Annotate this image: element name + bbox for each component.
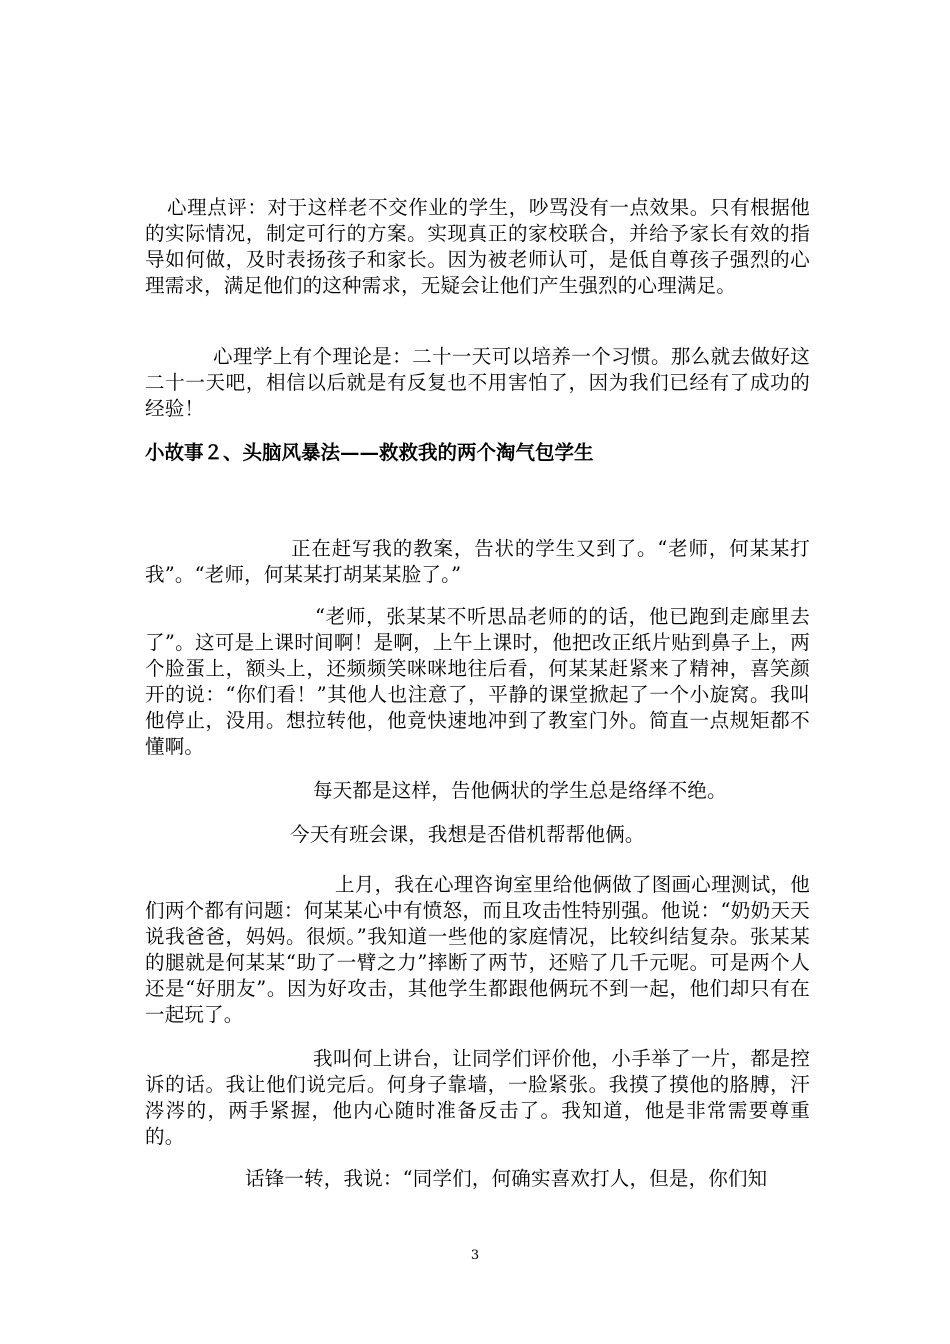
paragraph-21-day-theory: 心理学上有个理论是：二十一天可以培养一个习惯。那么就去做好这二十一天吧，相信以后就是有反复也不用害怕了，因为我们已经有了成功的经验！ xyxy=(145,345,810,420)
paragraph-turn-of-words: 话锋一转，我说：“同学们，何确实喜欢打人，但是，你们知 xyxy=(245,1167,768,1190)
paragraph-hallway-incident: “老师，张某某不听思品老师的的话，他已跑到走廊里去了”。这可是上课时间啊！是啊，上午上课时，他把改正纸片贴到鼻子上，两个脸蛋上，额头上，还频频笑咪咪地往后看，何某某赶紧来了精神，喜笑颜开的说：“你们看！”其他人也注意了，平静的课堂掀起了一个小旋窝。我叫他停止，没用。想拉转他，他竟快速地冲到了教室门外。简直一点规矩都不懂啊。 xyxy=(145,605,810,758)
paragraph-podium: 我叫何上讲台，让同学们评价他，小手举了一片，都是控诉的话。我让他们说完后。何身子靠墙，一脸紧张。我摸了摸他的胳膊，汗涔涔的，两手紧握，他内心随时准备反击了。我知道，他是非常需要尊重的。 xyxy=(145,1047,810,1148)
page-number: 3 xyxy=(470,1248,480,1263)
section-heading: 小故事２、头脑风暴法——救救我的两个淘气包学生 xyxy=(145,441,594,464)
paragraph-psych-comment: 心理点评：对于这样老不交作业的学生，吵骂没有一点效果。只有根据他的实际情况，制定可行的方案。实现真正的家校联合，并给予家长有效的指导如何做，及时表扬孩子和家长。因为被老师认可，是低自尊孩子强烈的心理需求，满足他们的这种需求，无疑会让他们产生强烈的心理满足。 xyxy=(145,196,810,297)
paragraph-writing-lesson-plan: 正在赶写我的教案，告状的学生又到了。“老师，何某某打我”。“老师，何某某打胡某某脸了。” xyxy=(145,537,810,586)
paragraph-class-meeting: 今天有班会课，我想是否借机帮帮他俩。 xyxy=(290,823,645,846)
paragraph-every-day: 每天都是这样，告他俩状的学生总是络绎不绝。 xyxy=(313,779,727,802)
paragraph-drawing-test: 上月，我在心理咨询室里给他俩做了图画心理测试，他们两个都有问题：何某某心中有愤怒，而且攻击性特别强。他说：“奶奶天天说我爸爸，妈妈。很烦。”我知道一些他的家庭情况，比较纠结复杂。张某某的腿就是何某某“助了一臂之力”摔断了两节，还赔了几千元呢。可是两个人还是“好朋友”。因为好攻击，其他学生都跟他俩玩不到一起，他们却只有在一起玩了。 xyxy=(145,873,810,1026)
